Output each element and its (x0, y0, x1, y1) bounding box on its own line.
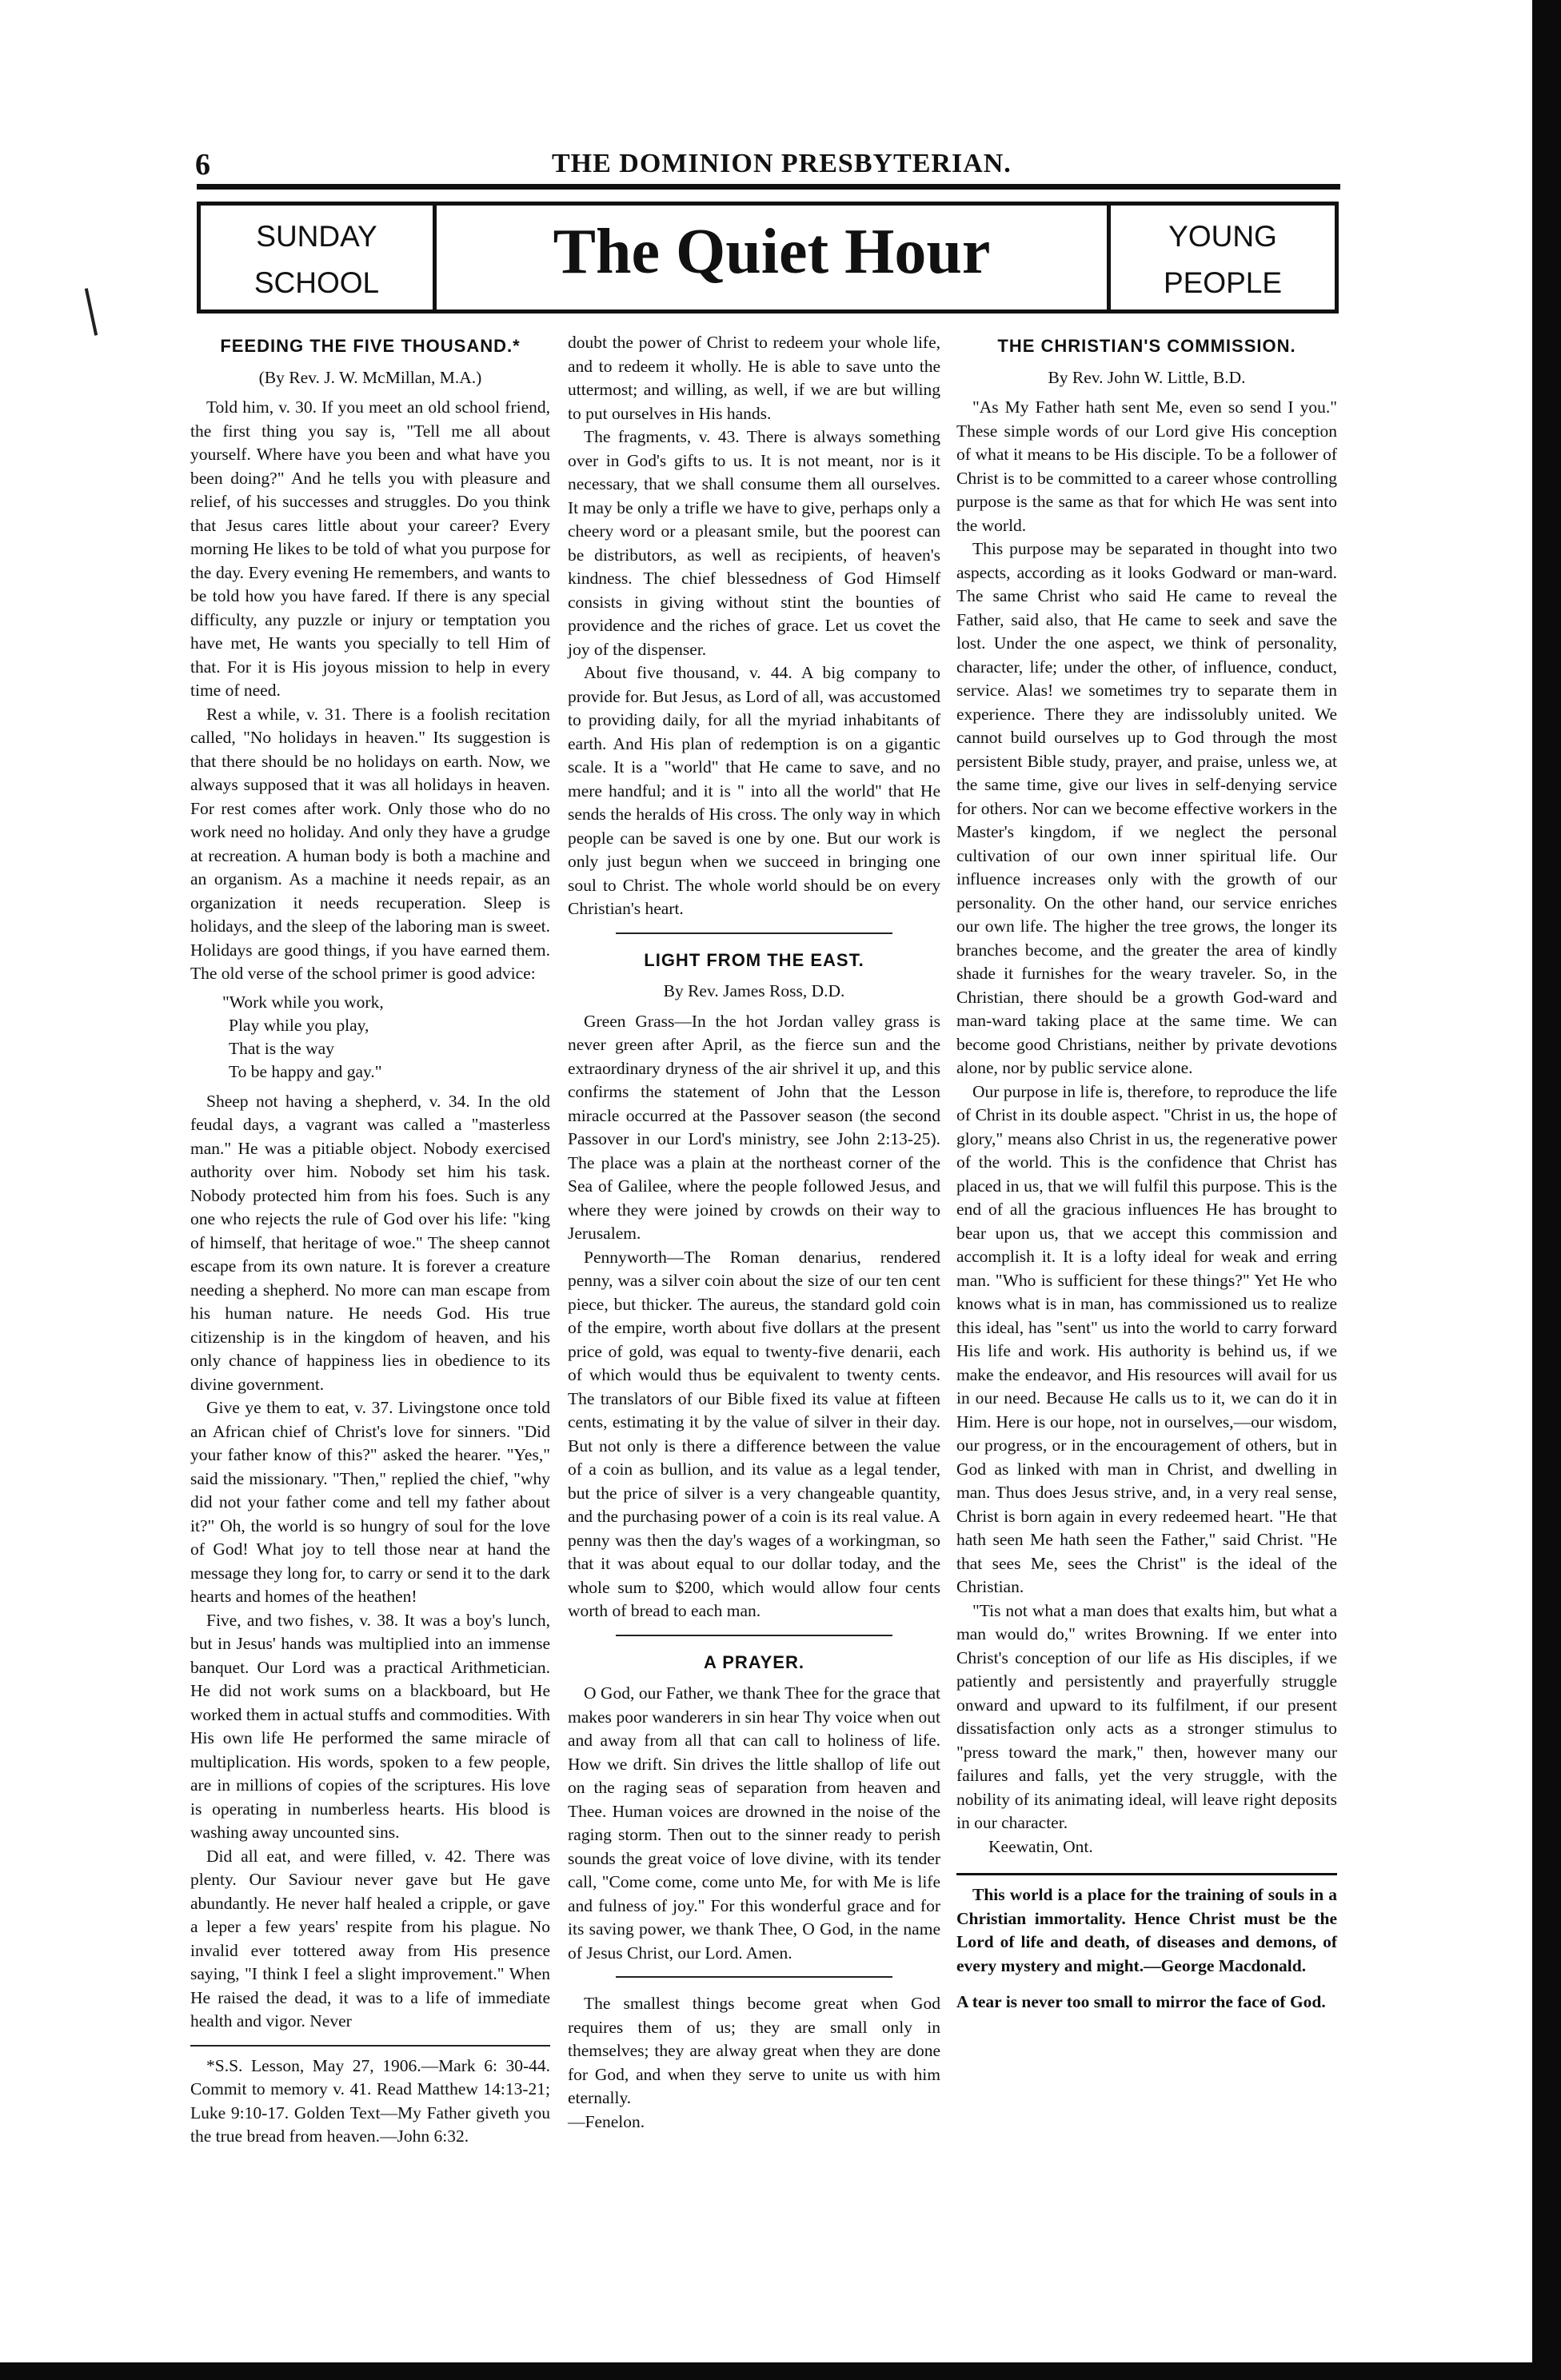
sunday-school-box (197, 202, 437, 313)
article-byline: By Rev. John W. Little, B.D. (1048, 367, 1246, 387)
young-people-label-line1: YOUNG (1168, 220, 1277, 253)
header-rule (197, 184, 1340, 190)
running-head: THE DOMINION PRESBYTERIAN. (552, 149, 1012, 178)
paragraph: Told him, v. 30. If you meet an old school friend, the first thing you say is, "Tell me all about yourself. Where have you been and what have you been doing?" And he tells you with pleasure and relief, of his successes and struggles. Do you think that Jesus cares little about your career? Every morning He likes to be told of what you purpose for the day. Every evening He remembers, and wants to be told how you have fared. If there is any special difficulty, any puzzle or injury or temptation you have met, He wants you specially to tell Him of that. For it is His joyous mission to help in every time of need. (190, 397, 550, 700)
column-1 (190, 331, 550, 2149)
young-people-label-line2: PEOPLE (1163, 266, 1283, 299)
macdonald-quote (956, 1873, 1337, 1978)
quote-attribution: —Fenelon. (568, 2111, 645, 2131)
article-signature: Keewatin, Ont. (988, 1836, 1093, 1856)
banner-title: The Quiet Hour (553, 217, 991, 287)
poem-line: That is the way (229, 1038, 334, 1058)
lesson-footnote (190, 2045, 550, 2149)
footnote-text: *S.S. Lesson, May 27, 1906.—Mark 6: 30-44. Commit to memory v. 41. Read Matthew 14:13-21; Luke 9:10-17. Golden Text—My Father giveth you the true bread from heaven.—John 6:32. (190, 2055, 550, 2146)
banner-rule-top (437, 202, 1107, 206)
poem-line: Play while you play, (229, 1015, 369, 1035)
paragraph: O God, our Father, we thank Thee for the grace that makes poor wanderers in sin hear Thy voice when out and away from all that can call to holiness of life. How we drift. Sin drives the little shallop of life out on the raging seas of separation from heaven and Thee. Human voices are drowned in the noise of the raging storm. Then out to the sinner ready to perish sounds the great voice of love divine, with its tender call, "Come come, come unto Me, for with Me is life and fulness of joy." For this wonderful grace and for its saving power, we thank Thee, O God, in the name of Jesus Christ, our Lord. Amen. (568, 1683, 940, 1963)
column-3 (956, 331, 1337, 2015)
article-title: THE CHRISTIAN'S COMMISSION. (997, 336, 1296, 356)
article-title: FEEDING THE FIVE THOUSAND.* (220, 336, 521, 356)
divider (616, 1635, 892, 1636)
paragraph: "Tis not what a man does that exalts him, but what a man would do," writes Browning. If we enter into Christ's conception of our life as His disciples, if we patiently and persistently and prayerfully struggle onward and upward to its fulfilment, if our present dissatisfaction only acts as a stronger stimulus to "press toward the mark," then, however many our failures and falls, yet the very struggle, with the nobility of its animating ideal, will leave right deposits in our character. (956, 1600, 1337, 1832)
paragraph: The smallest things become great when God requires them of us; they are small only in themselves; they are alway great when they are done for God, and when they serve to unite us with him eternally. (568, 1994, 940, 2107)
scan-edge-right (1532, 0, 1561, 2380)
paragraph: Rest a while, v. 31. There is a foolish recitation called, "No holidays in heaven." Its suggestion is that there should be no holidays on earth. Now, we always supposed that it was all holidays in heaven. For rest comes after work. Only those who do no work need no holiday. And only they have a grudge at recreation. A human body is both a machine and an organism. As a machine it needs repair, as an organization it needs recuperation. Sleep is holidays, and the sleep of the laboring man is sweet. Holidays are good things, if you have earned them. The old verse of the school primer is good advice: (190, 704, 550, 983)
paragraph: Did all eat, and were filled, v. 42. There was plenty. Our Saviour never gave but He gave abundantly. He never half healed a cripple, or gave a leper a few years' respite from his plague. No invalid ever tottered away from His presence saying, "I think I feel a slight improvement." When He raised the dead, it was to a life of immediate health and vigor. Never (190, 1846, 550, 2031)
paragraph: Sheep not having a shepherd, v. 34. In the old feudal days, a vagrant was called a "masterless man." He was a pitiable object. Nobody exercised authority over him. Nobody set him his task. Nobody protected him from his foes. Such is any one who rejects the rule of God over his life: "king of himself, that heritage of woe." The sheep cannot escape from its own nature. It is forever a creature needing a shepherd. No more can man escape from his human nature. He needs God. His true citizenship is in the kingdom of heaven, and his only chance of happiness lies in obedience to its divine government. (190, 1091, 550, 1394)
poem-line: To be happy and gay." (229, 1061, 382, 1081)
sunday-school-label (201, 214, 433, 306)
paragraph: doubt the power of Christ to redeem your whole life, and to redeem it wholly. He is able to save unto the uttermost; and willing, as well, if we are but willing to put ourselves in His hands. (568, 333, 940, 423)
paragraph: Give ye them to eat, v. 37. Livingstone once told an African chief of Christ's love for sinners. "Did your father know of this?" asked the hearer. "Yes," said the missionary. "Then," replied the chief, "why did not your father come and tell my father about it?" Oh, the world is so hungry of soul for the love of God! What joy to tell those near at hand the message they long for, to carry or send it to the dark hearts and homes of the heathen! (190, 1398, 550, 1606)
paragraph: About five thousand, v. 44. A big company to provide for. But Jesus, as Lord of all, was accustomed to providing daily, for all the myriad inhabitants of earth. And His plan of redemption is on a gigantic scale. It is a "world" that He came to save, and no mere handful; and it is " into all the world" that He sends the heralds of His cross. The only way in which people can be saved is one by one. But our work is only just begun when we succeed in bringing one soul to Christ. The whole world should be on every Christian's heart. (568, 663, 940, 918)
divider (616, 1976, 892, 1978)
paragraph: Our purpose in life is, therefore, to reproduce the life of Christ in its double aspect. "Christ in us, the hope of glory," means also Christ in us, the regenerative power of the world. This is the confidence that Christ has placed in us, that we will fulfil this purpose. This is the end of all the gracious influences He has brought to bear upon us, that we accept this commission and accomplish it. It is a lofty ideal for weak and erring man. "Who is sufficient for these things?" Yet He who knows what is in man, has commissioned us to realize this ideal, has "sent" us into the world to carry forward His life and work. His authority is behind us, if we make the endeavor, and His resources will avail for us in our need. Because He calls us to it, we can do it in Him. Here is our hope, not in ourselves,—our wisdom, our progress, or in the encouragement of others, but in God as linked with man in Christ, and dwelling in man. Thus does Jesus strive, and, in a very real sense, Christ is born again in every redeemed heart. "He that hath seen Me hath seen the Father," said Christ. "He that sees Me, sees the Christ" is the ideal of the Christian. (956, 1081, 1337, 1596)
section-banner (197, 195, 1339, 323)
banner-rule-bottom (437, 309, 1107, 313)
divider (616, 932, 892, 934)
closing-quote: A tear is never too small to mirror the face of God. (956, 1992, 1326, 2011)
paragraph: Green Grass—In the hot Jordan valley grass is never green after April, as the fierce sun and the extraordinary dryness of the air shrivel it up, and this confirms the statement of John that the Lesson miracle occurred at the Passover season (the second Passover in our Lord's ministry, see John 2:13-25). The place was a plain at the northeast corner of the Sea of Galilee, where the people followed Jesus, and where they were joined by crowds on their way to Jerusalem. (568, 1011, 940, 1243)
sunday-school-label-line2: SCHOOL (254, 266, 380, 299)
article-title: A PRAYER. (704, 1651, 804, 1672)
scan-edge-bottom (0, 2362, 1561, 2380)
paragraph: The fragments, v. 43. There is always something over in God's gifts to us. It is not meant, nor is it necessary, that we shall consume them all ourselves. It may be only a trifle we have to give, perhaps only a cheery word or a pleasant smile, but the poorest can be distributors, as well as recipients, of heaven's kindness. The chief blessedness of God Himself consists in giving without stint the bounties of providence and the riches of grace. Let us covet the joy of the dispenser. (568, 427, 940, 659)
column-2 (568, 331, 940, 2134)
poem (190, 991, 550, 1084)
article-title: LIGHT FROM THE EAST. (644, 949, 864, 970)
paragraph: This purpose may be separated in thought into two aspects, according as it looks Godward or man-ward. The same Christ who said He came to reveal the Father, said also, that He came to seek and save the lost. Under the one aspect, we think of personality, character, life; under the other, of influence, conduct, service. Alas! we sometimes try to separate them in experience. There they are indissolubly united. We cannot build ourselves up to God through the most persistent Bible study, prayer, and praise, unless we, at the same time, give our lives in self-denying service for others. Nor can we become effective workers in the Master's kingdom, if we neglect the personal cultivation of our own inner spiritual life. Our influence increases only with the growth of our personality. On the other hand, our service enriches our own life. The higher the tree grows, the longer its branches become, and the greater the area of kindly shade it furnishes for the weary traveler. So, in the Christian, there should be a growth God-ward and man-ward taking place at the same time. We can become good Christians, neither by private devotions alone, nor by public service alone. (956, 539, 1337, 1077)
poem-line: "Work while you work, (222, 992, 384, 1012)
page-number: 6 (195, 148, 210, 182)
paragraph: Pennyworth—The Roman denarius, rendered penny, was a silver coin about the size of our ten cent piece, but thicker. The aureus, the standard gold coin of the empire, worth about five dollars at the present price of gold, was equal to twenty-five denarii, each of which would thus be equivalent to twenty cents. The translators of our Bible fixed its value at fifteen cents, estimating it by the value of silver in their day. But not only is there a difference between the value of a coin as bullion, and its value as a legal tender, but the price of silver is a very changeable quantity, and the purchasing power of a coin is its real value. A penny was then the day's wages of a workingman, so that it was about equal to our dollar today, and the whole sum to $200, which would allow four cents worth of bread to each man. (568, 1247, 940, 1620)
paragraph: "As My Father hath sent Me, even so send I you." These simple words of our Lord give His conception of what it means to be His disciple. To be a follower of Christ is to be committed to a career whose controlling purpose is the same as that for which He was sent into the world. (956, 397, 1337, 535)
article-byline: By Rev. James Ross, D.D. (663, 981, 845, 1000)
young-people-box (1107, 202, 1339, 313)
article-byline: (By Rev. J. W. McMillan, M.A.) (258, 367, 482, 387)
quote-text: This world is a place for the training of souls in a Christian immortality. Hence Christ must be the Lord of life and death, of diseases and demons, of every mystery and might.—George Macdonald. (956, 1885, 1337, 1975)
sunday-school-label-line1: SUNDAY (256, 220, 377, 253)
young-people-label (1111, 214, 1335, 306)
paragraph: Five, and two fishes, v. 38. It was a boy's lunch, but in Jesus' hands was multiplied into an immense banquet. Our Lord was a practical Arithmetician. He did not work sums on a blackboard, but He worked them in actual stuffs and commodities. With His own life He performed the same miracle of multiplication. His words, spoken to a few people, are in millions of copies of the scriptures. His love is operating in numberless hearts. His blood is washing away uncounted sins. (190, 1610, 550, 1842)
margin-mark (85, 288, 98, 336)
